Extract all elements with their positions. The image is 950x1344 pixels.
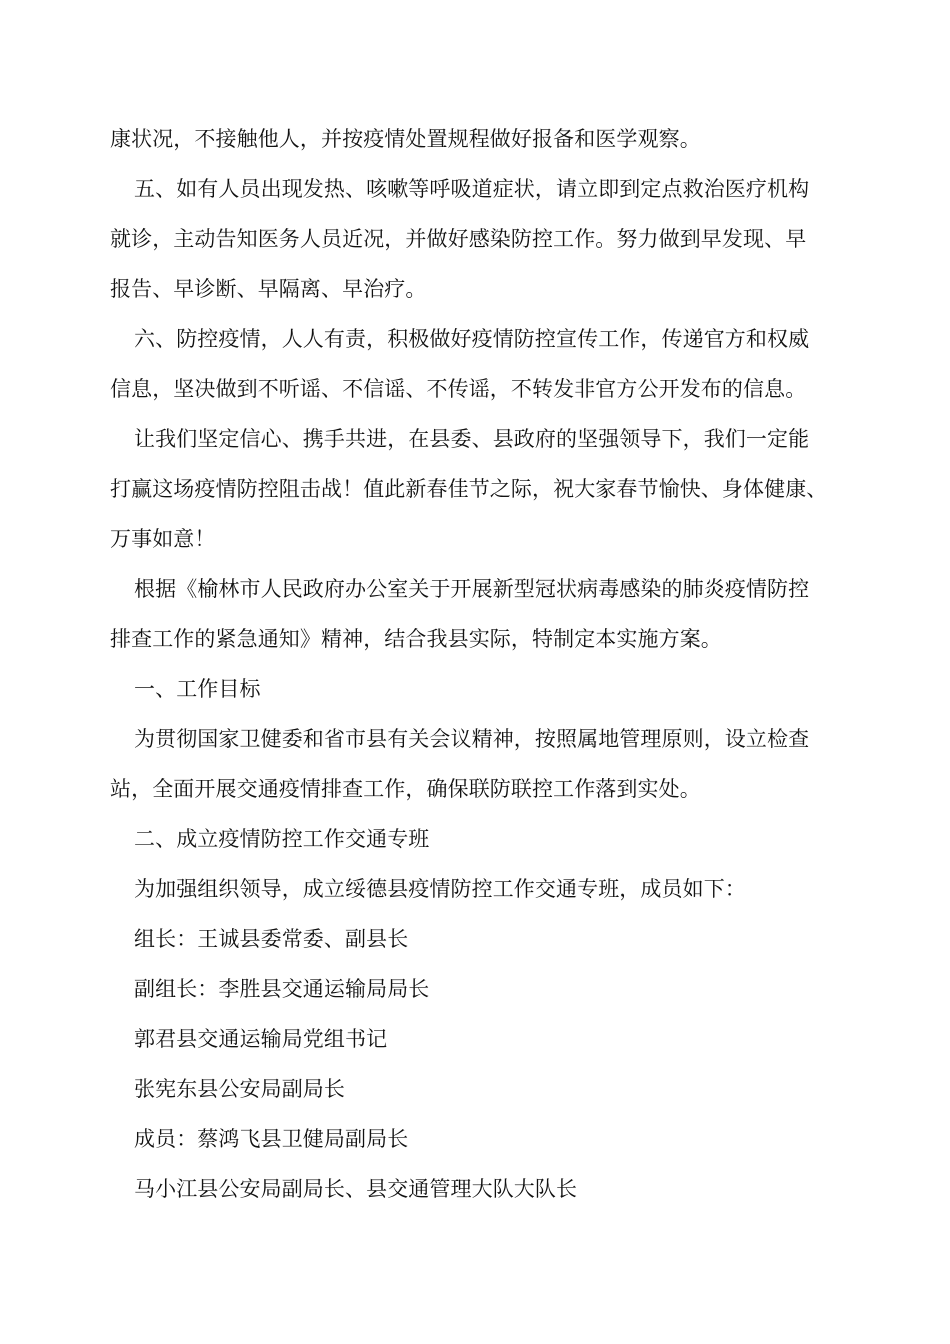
paragraph-3-line-2: 信息，坚决做到不听谣、不信谣、不传谣，不转发非官方公开发布的信息。 (110, 377, 807, 401)
paragraph-9-line-1: 为加强组织领导，成立绥德县疫情防控工作交通专班，成员如下： (134, 877, 746, 901)
paragraph-5-line-1: 根据《榆林市人民政府办公室关于开展新型冠状病毒感染的肺炎疫情防控 (134, 577, 810, 601)
paragraph-2-line-2: 就诊，主动告知医务人员近况，并做好感染防控工作。努力做到早发现、早 (110, 227, 807, 251)
members-line-2: 马小江县公安局副局长、县交通管理大队大队长 (134, 1177, 578, 1201)
member-line-1: 郭君县交通运输局党组书记 (134, 1027, 388, 1051)
paragraph-7-line-2: 站，全面开展交通疫情排查工作，确保联防联控工作落到实处。 (110, 777, 701, 801)
paragraph-4-line-1: 让我们坚定信心、携手共进，在县委、县政府的坚强领导下，我们一定能 (134, 427, 810, 451)
paragraph-5-line-2: 排查工作的紧急通知》精神，结合我县实际，特制定本实施方案。 (110, 627, 722, 651)
paragraph-2-line-3: 报告、早诊断、早隔离、早治疗。 (110, 277, 427, 301)
section-heading-work-goal: 一、工作目标 (134, 677, 261, 701)
paragraph-2-line-1: 五、如有人员出现发热、咳嗽等呼吸道症状，请立即到定点救治医疗机构 (134, 177, 810, 201)
paragraph-1-line-1: 康状况，不接触他人，并按疫情处置规程做好报备和医学观察。 (110, 127, 701, 151)
paragraph-3-line-1: 六、防控疫情，人人有责，积极做好疫情防控宣传工作，传递官方和权威 (134, 327, 810, 351)
members-line-1: 成员：蔡鸿飞县卫健局副局长 (134, 1127, 409, 1151)
paragraph-4-line-3: 万事如意！ (110, 527, 216, 551)
group-leader-line: 组长：王诚县委常委、副县长 (134, 927, 409, 951)
deputy-group-leader-line: 副组长：李胜县交通运输局局长 (134, 977, 430, 1001)
paragraph-4-line-2: 打赢这场疫情防控阻击战！值此新春佳节之际，祝大家春节愉快、身体健康、 (110, 477, 828, 501)
section-heading-transport-task-force: 二、成立疫情防控工作交通专班 (134, 827, 430, 851)
member-line-2: 张宪东县公安局副局长 (134, 1077, 345, 1101)
paragraph-7-line-1: 为贯彻国家卫健委和省市县有关会议精神，按照属地管理原则，设立检查 (134, 727, 810, 751)
